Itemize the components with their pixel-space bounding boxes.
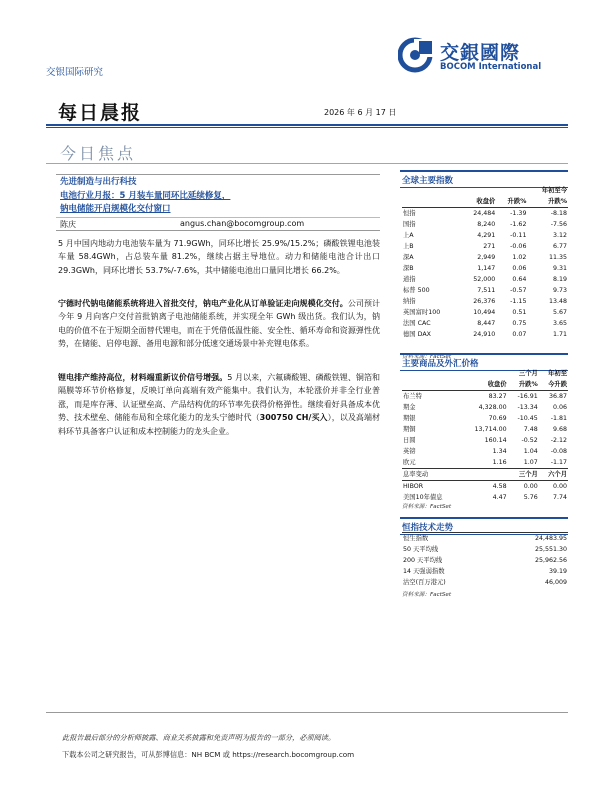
hsi-tech-label: 沽空(百万港元) (403, 579, 446, 586)
index-name: 上B (403, 243, 414, 250)
rate-value: 4.58 (460, 481, 508, 493)
commodities-header-row (402, 368, 568, 379)
commodity-ytd: 9.68 (552, 426, 567, 433)
commodity-price: 4,328.00 (478, 404, 507, 411)
hsi-tech-row (402, 533, 568, 545)
index-ytd: 6.77 (552, 243, 567, 250)
article-headline-line2[interactable]: 钠电储能开启规模化交付窗口 (60, 204, 171, 214)
index-ytd: 9.73 (552, 287, 567, 294)
commodity-3m-change: 1.04 (523, 448, 538, 455)
index-price: 24,484 (460, 208, 496, 220)
index-ytd: 3.12 (552, 232, 567, 239)
hsi-tech-row (402, 544, 568, 555)
index-name: 上A (403, 232, 414, 239)
header-rule (46, 124, 568, 126)
commodity-name: 期银 (403, 415, 416, 422)
footer-download-info[interactable]: 下载本公司之研究报告，可从彭博信息：NH BCM 或 https://research.bocomgroup.com (62, 750, 355, 759)
article-category: 先进制造与出行科技 (60, 177, 137, 187)
indices-header-row-2 (402, 196, 568, 208)
index-price: 1,147 (477, 265, 496, 272)
index-row (402, 285, 568, 296)
index-price: 7,511 (477, 287, 496, 294)
paragraph-3-lead: 锂电排产维持高位，材料端重新议价信号增强。 (58, 373, 228, 382)
commodity-3m-change: -16.91 (508, 391, 539, 403)
index-change: 0.75 (512, 320, 527, 327)
report-title: 每日晨报 (58, 102, 143, 124)
logo-text-cn: 交銀國際 (440, 42, 521, 64)
author-email[interactable]: angus.chan@bocomgroup.com (180, 219, 305, 228)
footer-rule (46, 712, 568, 713)
index-name: 深B (403, 265, 414, 272)
commodities-col-3m2: 升跌% (518, 381, 538, 388)
bocom-logo-icon (398, 36, 436, 74)
hsi-tech-label: 200 天平均线 (403, 557, 443, 564)
commodity-3m-change: 7.48 (523, 426, 538, 433)
index-price: 8,447 (477, 320, 496, 327)
commodity-price: 70.69 (488, 415, 507, 422)
hsi-tech-source: 资料来源：FactSet (402, 592, 452, 598)
index-ytd: 1.71 (552, 331, 567, 338)
index-row (402, 296, 568, 307)
commodity-name: 期金 (403, 404, 416, 411)
index-ytd: 5.67 (552, 309, 567, 316)
index-name: 标普 500 (403, 287, 430, 294)
commodities-col-ytd2: 今升跌 (548, 381, 567, 388)
index-name: 英国富时100 (403, 309, 441, 316)
index-name: 国指 (403, 221, 416, 228)
indices-col-ytd2: 升跌% (548, 198, 567, 205)
paragraph-3-ticker: 300750 CH/买入 (259, 413, 328, 423)
index-name: 深A (403, 254, 414, 261)
commodities-table (402, 368, 568, 503)
index-ytd: 3.65 (552, 320, 567, 327)
commodity-row (402, 413, 568, 424)
commodity-price: 1.16 (492, 459, 507, 466)
index-row (402, 208, 568, 220)
hsi-tech-value: 24,483.95 (496, 533, 568, 545)
commodity-3m-change: -10.45 (517, 415, 538, 422)
section-title: 今日焦点 (60, 144, 137, 163)
commodity-name: 日圆 (403, 437, 416, 444)
hsi-tech-value: 39.19 (548, 568, 567, 575)
commodity-ytd: -0.08 (550, 448, 567, 455)
commodity-row (402, 457, 568, 469)
index-change: -0.06 (510, 243, 527, 250)
index-ytd: -7.56 (550, 221, 567, 228)
index-row (402, 241, 568, 252)
commodity-name: 英镑 (403, 448, 416, 455)
index-price: 10,494 (473, 309, 496, 316)
paragraph-3-body-b: ），以及高端材料环节具备客户认证和成本控制能力的龙头企业。 (58, 413, 381, 436)
index-row (402, 307, 568, 318)
indices-col-chg: 升跌% (507, 198, 527, 205)
hsi-tech-table (402, 532, 568, 588)
commodity-price: 83.27 (460, 391, 508, 403)
commodities-col-price: 收盘价 (487, 381, 507, 388)
indices-source: 资料来源：FactSet (402, 354, 452, 360)
rate-row (402, 481, 568, 493)
rate-name: HIBOR (402, 481, 460, 493)
commodity-row (402, 391, 568, 403)
hsi-tech-value: 25,551.30 (534, 546, 567, 553)
paragraph-2-body: 公司预计今年 9 月向客户交付首批钠离子电池储能系统，并实现全年 GWh 级出货。我们认为，钠电的价值不在于短期全面替代锂电，而在于凭借低温性能、安全性、循环寿命和资源弹性优势，在储能、启停电源、备用电源和部分低速交通场景中补充锂电体系。 (58, 299, 380, 349)
logo-text-en: BOCOM International (440, 62, 542, 72)
hsi-tech-value: 25,962.56 (534, 557, 567, 564)
rate-6m: 0.00 (539, 481, 568, 493)
hsi-tech-row (402, 566, 568, 577)
rate-value: 4.47 (492, 494, 507, 501)
index-name: 道指 (403, 276, 416, 283)
index-row (402, 329, 568, 340)
commodity-row (402, 446, 568, 457)
index-change: 0.64 (512, 276, 527, 283)
rate-name: 美国10年債息 (403, 494, 443, 501)
commodity-name: 欧元 (403, 459, 416, 466)
index-row (402, 230, 568, 241)
commodity-row (402, 402, 568, 413)
index-row (402, 252, 568, 263)
commodity-ytd: -2.12 (550, 437, 567, 444)
report-date: 2026 年 6 月 17 日 (324, 108, 397, 117)
index-change: -1.62 (510, 221, 527, 228)
article-headline-line1[interactable]: 电池行业月报：5 月装车量同环比延续修复， (60, 191, 231, 201)
indices-header-row (402, 185, 568, 196)
index-name: 纳指 (403, 298, 416, 305)
index-change: -1.39 (496, 208, 527, 220)
commodity-3m-change: -13.34 (517, 404, 538, 411)
indices-table (402, 185, 568, 340)
rates-head: 息率变动 (402, 469, 460, 481)
hsi-tech-label: 恒生指数 (402, 533, 496, 545)
hsi-tech-label: 14 天强弱指数 (403, 568, 445, 575)
rate-3m: 0.00 (508, 481, 539, 493)
index-ytd: -8.18 (527, 208, 568, 220)
paragraph-3-body-a: 5 月以来，六氟磷酸锂、磷酸铁锂、铜箔和隔膜等环节价格修复，反映订单向高端有效产能集中。我们认为，本轮涨价并非全行业普涨，而是库存薄、认证壁垒高、产品结构优的环节率先获得价格弹性。继续看好具备成本优势、技术壁垒、储能布局和全球化能力的龙头宁德时代（ (58, 373, 381, 423)
indices-col-price: 收盘价 (476, 198, 496, 205)
commodities-col-3m1: 三个月 (518, 370, 538, 377)
index-name: 恒指 (402, 208, 460, 220)
paragraph-1: 5 月中国内地动力电池装车量为 71.9GWh，同环比增长 25.9%/15.2%；磷酸铁锂电池装车量 58.4GWh，占总装车量 81.2%，继续占据主导地位。动力和储能电池合计出口 29.3GWh，同环比增长 53.7%/-7.6%，其中储能电池出口量同比增长 66.2%。 (58, 239, 380, 275)
commodity-ytd: -1.81 (550, 415, 567, 422)
commodity-3m-change: 1.07 (523, 459, 538, 466)
rates-col1: 三个月 (508, 469, 539, 481)
commodities-col-ytd1: 年初至 (548, 370, 567, 377)
index-price: 26,376 (473, 298, 496, 305)
footer-disclaimer: 此报告最后部分的分析师披露、商业关系披露和免责声明为报告的一部分，必须阅读。 (62, 733, 336, 742)
commodities-header-row-2 (402, 379, 568, 391)
index-change: 0.06 (512, 265, 527, 272)
index-price: 4,291 (477, 232, 496, 239)
index-row (402, 318, 568, 329)
commodity-name: 期铜 (403, 426, 416, 433)
article-author-row (56, 217, 380, 230)
hsi-tech-row (402, 555, 568, 566)
commodity-name: 布兰特 (402, 391, 460, 403)
index-price: 52,000 (473, 276, 496, 283)
index-ytd: 13.48 (548, 298, 567, 305)
paragraph-2 (58, 297, 380, 351)
hsi-tech-title: 恒指技术走势 (400, 517, 568, 535)
hsi-tech-value: 46,009 (544, 579, 567, 586)
commodity-ytd: 36.87 (539, 391, 568, 403)
index-price: 271 (483, 243, 496, 250)
hsi-tech-row (402, 577, 568, 588)
commodity-ytd: 0.06 (552, 404, 567, 411)
index-change: -0.57 (510, 287, 527, 294)
index-row (402, 263, 568, 274)
commodity-price: 13,714.00 (474, 426, 507, 433)
index-row (402, 274, 568, 285)
index-change: -0.11 (510, 232, 527, 239)
rate-3m: 5.76 (523, 494, 538, 501)
index-ytd: 11.35 (548, 254, 567, 261)
indices-title: 全球主要指数 (400, 170, 568, 188)
paragraph-3 (58, 371, 380, 438)
commodity-3m-change: -0.52 (521, 437, 538, 444)
index-price: 8,240 (477, 221, 496, 228)
department-label: 交银国际研究 (46, 67, 104, 78)
index-name: 德国 DAX (403, 331, 431, 338)
commodity-row (402, 435, 568, 446)
header-rule-thin (46, 127, 568, 128)
index-price: 24,910 (473, 331, 496, 338)
article-header (56, 174, 380, 231)
index-row (402, 219, 568, 230)
index-change: 0.51 (512, 309, 527, 316)
hsi-tech-label: 50 天平均线 (403, 546, 439, 553)
index-price: 2,949 (477, 254, 496, 261)
rates-header-row (402, 469, 568, 481)
commodity-price: 1.34 (492, 448, 507, 455)
commodities-title: 主要商品及外汇价格 (400, 353, 568, 371)
index-change: 1.02 (512, 254, 527, 261)
commodity-row (402, 424, 568, 435)
paragraph-2-lead: 宁德时代钠电储能系统将进入首批交付，钠电产业化从订单验证走向规模化交付。 (58, 299, 348, 308)
index-change: -1.15 (510, 298, 527, 305)
index-change: 0.07 (512, 331, 527, 338)
index-ytd: 8.19 (552, 276, 567, 283)
commodity-price: 160.14 (484, 437, 507, 444)
section-rule (46, 163, 568, 164)
index-ytd: 9.31 (552, 265, 567, 272)
rates-col2: 六个月 (539, 469, 568, 481)
author-name: 陈庆 (60, 220, 76, 229)
index-name: 法国 CAC (403, 320, 431, 327)
rate-6m: 7.74 (552, 494, 567, 501)
commodity-ytd: -1.17 (550, 459, 567, 466)
commodities-source: 资料来源：FactSet (402, 504, 452, 510)
indices-col-ytd1: 年初至今 (541, 187, 567, 194)
